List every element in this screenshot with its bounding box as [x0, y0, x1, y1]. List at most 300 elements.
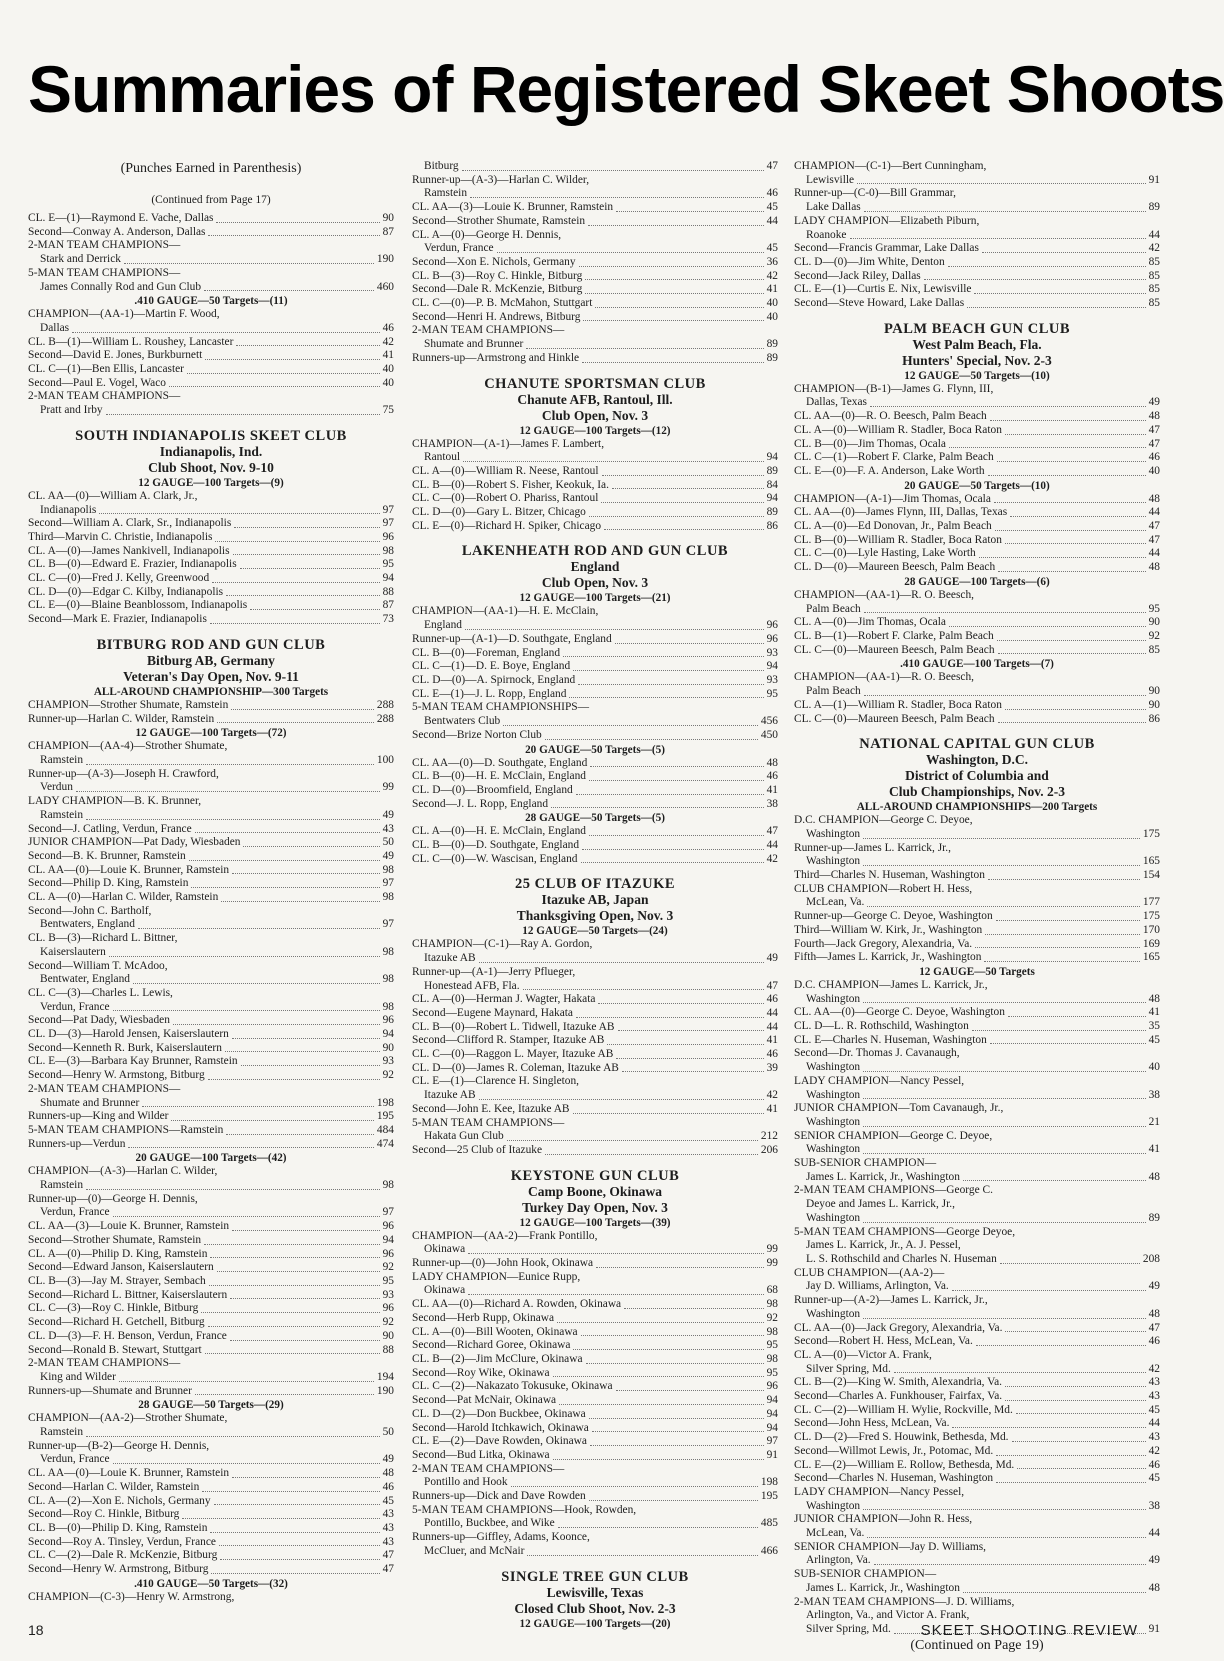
- dot-leader: [1005, 1400, 1145, 1401]
- dot-leader: [579, 266, 764, 267]
- result-entry: [412, 242, 778, 256]
- gauge-heading: .410 GAUGE—50 Targets—(32): [134, 1577, 288, 1590]
- entry-score: 49: [766, 952, 778, 965]
- entry-name: CL. B—(0)—Robert S. Fisher, Keokuk, Ia.: [412, 478, 609, 491]
- entry-name: Runner-up—(A-1)—D. Southgate, England: [412, 632, 612, 645]
- entry-score: 95: [766, 1339, 778, 1352]
- result-entry: [412, 1243, 778, 1257]
- result-entry: [28, 1261, 394, 1275]
- result-entry: [412, 311, 778, 325]
- dot-leader: [612, 488, 764, 489]
- club-location: District of Columbia and: [905, 768, 1049, 784]
- entry-name: Fifth—James L. Karrick, Jr., Washington: [794, 951, 982, 964]
- entry-score: 97: [766, 1435, 778, 1448]
- result-entry: [794, 410, 1160, 424]
- entry-score: 89: [766, 506, 778, 519]
- result-entry: [412, 283, 778, 297]
- dot-leader: [590, 766, 763, 767]
- entry-score: 42: [766, 1089, 778, 1102]
- entry-score: 99: [766, 1257, 778, 1270]
- entry-score: 49: [382, 808, 394, 821]
- entry-score: 47: [382, 1563, 394, 1576]
- entry-name: McCluer, and McNair: [424, 1544, 525, 1557]
- result-entry: [794, 451, 1160, 465]
- entry-name: CL. AA—(0)—James Flynn, III, Dallas, Texas: [794, 506, 1008, 519]
- entry-line: 5-MAN TEAM CHAMPIONS—: [412, 1116, 565, 1129]
- dot-leader: [208, 1326, 380, 1327]
- entry-name: CL. AA—(0)—R. O. Beesch, Palm Beach: [794, 410, 987, 423]
- entry-line: 2-MAN TEAM CHAMPIONS—: [412, 324, 565, 337]
- result-entry: [794, 1061, 1160, 1075]
- result-entry: [794, 616, 1160, 630]
- entry-score: 46: [766, 770, 778, 783]
- dot-leader: [559, 1404, 764, 1405]
- result-entry: [794, 242, 1160, 256]
- result-entry: [412, 1089, 778, 1103]
- dot-leader: [210, 1257, 379, 1258]
- entry-name: Runners-up—Shumate and Brunner: [28, 1384, 192, 1397]
- dot-leader: [990, 1043, 1146, 1044]
- club-location: England: [570, 559, 620, 575]
- entry-name: CL. AA—(0)—Jack Gregory, Alexandria, Va.: [794, 1321, 1003, 1334]
- entry-line: 2-MAN TEAM CHAMPIONS—: [28, 239, 181, 252]
- dot-leader: [607, 1044, 763, 1045]
- entry-score: 96: [382, 1302, 394, 1315]
- entry-name: CL. C—(3)—Roy C. Hinkle, Bitburg: [28, 1302, 199, 1315]
- entry-line: LADY CHAMPION—B. K. Brunner,: [28, 795, 202, 808]
- dot-leader: [984, 961, 1139, 962]
- entry-name: Second—William A. Clark, Sr., Indianapolis: [28, 517, 232, 530]
- entry-name: Rantoul: [424, 451, 461, 464]
- result-entry: [412, 1257, 778, 1271]
- entry-score: 198: [376, 1096, 394, 1109]
- entry-score: 90: [382, 1041, 394, 1054]
- result-entry: [412, 993, 778, 1007]
- entry-score: 44: [766, 1020, 778, 1033]
- shoot-title: Club Open, Nov. 3: [541, 407, 649, 423]
- entry-line: Deyoe and James L. Karrick, Jr.,: [806, 1198, 955, 1211]
- dot-leader: [545, 739, 758, 740]
- entry-score: 92: [766, 1311, 778, 1324]
- result-entry: [412, 619, 778, 633]
- dot-leader: [997, 640, 1146, 641]
- entry-line: LADY CHAMPION—Eunice Rupp,: [412, 1270, 581, 1283]
- entry-score: 90: [1148, 616, 1160, 629]
- result-entry: [794, 520, 1160, 534]
- dot-leader: [86, 1436, 380, 1437]
- entry-score: 91: [766, 1448, 778, 1461]
- entry-score: 88: [382, 585, 394, 598]
- dot-leader: [202, 1491, 379, 1492]
- result-entry: [794, 1417, 1160, 1431]
- entry-name: Second—Richard H. Getchell, Bitburg: [28, 1316, 205, 1329]
- result-entry: [28, 1302, 394, 1316]
- dot-leader: [582, 849, 764, 850]
- entry-score: 43: [382, 822, 394, 835]
- entry-score: 46: [766, 993, 778, 1006]
- dot-leader: [221, 901, 379, 902]
- dot-leader: [590, 1445, 764, 1446]
- entry-score: 68: [766, 1284, 778, 1297]
- entry-name: Washington: [806, 855, 861, 868]
- dot-leader: [863, 1002, 1145, 1003]
- dot-leader: [624, 1308, 763, 1309]
- dot-leader: [601, 502, 763, 503]
- entry-line: CHAMPION—(C-1)—Ray A. Gordon,: [412, 938, 593, 951]
- dot-leader: [173, 1024, 380, 1025]
- dot-leader: [595, 307, 763, 308]
- dot-leader: [573, 1113, 764, 1114]
- club-location: Washington, D.C.: [925, 752, 1029, 768]
- entry-score: 165: [1142, 951, 1160, 964]
- entry-score: 91: [1148, 173, 1160, 186]
- entry-score: 38: [1148, 1499, 1160, 1512]
- dot-leader: [557, 1322, 764, 1323]
- gauge-heading: 12 GAUGE—100 Targets—(72): [135, 727, 287, 740]
- result-entry: [28, 1069, 394, 1083]
- dot-leader: [863, 1509, 1145, 1510]
- result-entry: [794, 297, 1160, 311]
- dot-leader: [1005, 543, 1146, 544]
- dot-leader: [864, 612, 1146, 613]
- dot-leader: [602, 475, 764, 476]
- entry-score: 45: [382, 1494, 394, 1507]
- entry-name: Second—Steve Howard, Lake Dallas: [794, 297, 965, 310]
- dot-leader: [615, 643, 764, 644]
- result-entry: [412, 1062, 778, 1076]
- entry-score: 466: [760, 1544, 778, 1557]
- result-entry: [28, 836, 394, 850]
- entry-name: Ramstein: [40, 1179, 84, 1192]
- entry-score: 44: [766, 839, 778, 852]
- entry-score: 96: [382, 1247, 394, 1260]
- entry-name: CL. D—(0)—Maureen Beesch, Palm Beach: [794, 561, 996, 574]
- entry-line: Second—William T. McAdoo,: [28, 959, 168, 972]
- result-entry: [28, 823, 394, 837]
- dot-leader: [979, 557, 1146, 558]
- result-entry: [412, 715, 778, 729]
- entry-score: 50: [382, 1426, 394, 1439]
- entry-line: Runners-up—Giffley, Adams, Koonce,: [412, 1531, 590, 1544]
- entry-score: 89: [1148, 1211, 1160, 1224]
- result-entry: [28, 1522, 394, 1536]
- dot-leader: [169, 386, 380, 387]
- dot-leader: [596, 1267, 764, 1268]
- entry-name: Palm Beach: [806, 602, 861, 615]
- dot-leader: [133, 983, 380, 984]
- gauge-heading: 20 GAUGE—50 Targets—(5): [525, 743, 665, 756]
- entry-score: 98: [382, 945, 394, 958]
- entry-name: CL. C—(2)—Nakazato Tokusuke, Okinawa: [412, 1380, 613, 1393]
- result-entry: [412, 1422, 778, 1436]
- entry-score: 89: [766, 338, 778, 351]
- dot-leader: [990, 420, 1146, 421]
- result-entry: [28, 586, 394, 600]
- result-entry: [794, 1322, 1160, 1336]
- entry-name: Second—Harold Itchkawich, Okinawa: [412, 1421, 589, 1434]
- entry-name: Second—B. K. Brunner, Ramstein: [28, 849, 186, 862]
- entry-name: Bentwaters, England: [40, 918, 135, 931]
- entry-name: Runners-up—Armstrong and Hinkle: [412, 351, 580, 364]
- result-entry: [28, 281, 394, 295]
- entry-name: CL. B—(0)—Philip D. King, Ramstein: [28, 1521, 208, 1534]
- entry-score: 474: [376, 1137, 394, 1150]
- dot-leader: [462, 170, 764, 171]
- entry-score: 94: [382, 1233, 394, 1246]
- dot-leader: [863, 1071, 1145, 1072]
- entry-line: 2-MAN TEAM CHAMPIONS—: [28, 1082, 181, 1095]
- dot-leader: [479, 962, 764, 963]
- entry-line: CLUB CHAMPION—(AA-2)—: [794, 1266, 945, 1279]
- entry-name: CL. AA—(0)—Richard A. Rowden, Okinawa: [412, 1298, 622, 1311]
- dot-leader: [985, 934, 1140, 935]
- entry-name: Second—Roy A. Tinsley, Verdun, France: [28, 1535, 216, 1548]
- result-entry: [28, 1001, 394, 1015]
- result-entry: [412, 160, 778, 174]
- entry-score: 94: [766, 1421, 778, 1434]
- entry-score: 39: [766, 1061, 778, 1074]
- dot-leader: [189, 860, 380, 861]
- entry-line: CL. AA—(0)—William A. Clark, Jr.,: [28, 489, 198, 502]
- dot-leader: [205, 359, 379, 360]
- entry-name: Verdun, France: [40, 1453, 110, 1466]
- entry-score: 154: [1142, 869, 1160, 882]
- result-entry: [28, 1248, 394, 1262]
- entry-name: Verdun: [40, 781, 73, 794]
- result-entry: [28, 1206, 394, 1220]
- entry-line: CLUB CHAMPION—Robert H. Hess,: [794, 882, 973, 895]
- entry-score: 88: [382, 1343, 394, 1356]
- result-entry: [794, 547, 1160, 561]
- entry-score: 46: [382, 1480, 394, 1493]
- entry-line: 2-MAN TEAM CHAMPIONS—: [28, 1357, 181, 1370]
- entry-name: Washington: [806, 1088, 861, 1101]
- entry-score: 40: [382, 363, 394, 376]
- entry-name: CL. B—(0)—Edward E. Frazier, Indianapolis: [28, 558, 237, 571]
- column-1: [28, 160, 394, 1603]
- entry-name: James L. Karrick, Jr., Washington: [806, 1170, 960, 1183]
- entry-score: 175: [1142, 910, 1160, 923]
- gauge-heading: 28 GAUGE—50 Targets—(29): [138, 1399, 284, 1412]
- entry-name: CL. A—(0)—Harlan C. Wilder, Ramstein: [28, 891, 219, 904]
- dot-leader: [573, 1349, 763, 1350]
- entry-name: CL. A—(0)—Ed Donovan, Jr., Palm Beach: [794, 520, 992, 533]
- club-location: Bitburg AB, Germany: [147, 652, 275, 668]
- entry-score: 48: [1148, 992, 1160, 1005]
- entry-score: 89: [1148, 201, 1160, 214]
- result-entry: [412, 853, 778, 867]
- dot-leader: [232, 1230, 380, 1231]
- entry-name: Indianapolis: [40, 503, 97, 516]
- entry-score: 99: [766, 1243, 778, 1256]
- gauge-heading: 12 GAUGE—100 Targets—(21): [519, 592, 671, 605]
- result-entry: [28, 973, 394, 987]
- entry-name: CL. D—(3)—Harold Jensen, Kaiserslautern: [28, 1028, 229, 1041]
- result-entry: [794, 1445, 1160, 1459]
- result-entry: [794, 993, 1160, 1007]
- entry-name: JUNIOR CHAMPION—Pat Dady, Wiesbaden: [28, 836, 241, 849]
- entry-name: CL. B—(0)—William R. Stadler, Boca Raton: [794, 533, 1002, 546]
- result-entry: [28, 349, 394, 363]
- entry-name: Second—Kenneth R. Burk, Kaiserslautern: [28, 1041, 222, 1054]
- entry-name: CL. C—(0)—Fred J. Kelly, Greenwood: [28, 572, 210, 585]
- result-entry: [28, 864, 394, 878]
- entry-score: 42: [1148, 242, 1160, 255]
- entry-line: JUNIOR CHAMPION—John R. Hess,: [794, 1513, 973, 1526]
- result-entry: [412, 297, 778, 311]
- result-entry: [794, 465, 1160, 479]
- dot-leader: [209, 1285, 380, 1286]
- entry-name: Lake Dallas: [806, 201, 861, 214]
- entry-name: CL. E—(1)—Raymond E. Vache, Dallas: [28, 212, 214, 224]
- entry-name: CL. E—Charles N. Huseman, Washington: [794, 1033, 987, 1046]
- dot-leader: [558, 1527, 758, 1528]
- result-entry: [28, 226, 394, 240]
- entry-name: Third—William W. Kirk, Jr., Washington: [794, 923, 983, 936]
- entry-score: 198: [760, 1476, 778, 1489]
- dot-leader: [208, 1079, 380, 1080]
- entry-score: 93: [766, 673, 778, 686]
- result-entry: [28, 1426, 394, 1440]
- entry-line: Runner-up—(A-3)—Joseph H. Crawford,: [28, 767, 219, 780]
- publication-name: SKEET SHOOTING REVIEW: [920, 1622, 1138, 1639]
- dot-leader: [863, 1318, 1145, 1319]
- dot-leader: [949, 447, 1146, 448]
- dot-leader: [208, 235, 379, 236]
- entry-name: Second—Charles N. Huseman, Washington: [794, 1472, 994, 1485]
- dot-leader: [585, 279, 763, 280]
- entry-score: 94: [382, 572, 394, 585]
- entry-line: 2-MAN TEAM CHAMPIONS—: [412, 1462, 565, 1475]
- result-entry: [412, 215, 778, 229]
- entry-score: 48: [382, 1467, 394, 1480]
- result-entry: [28, 1495, 394, 1509]
- entry-name: Second—Richard Goree, Okinawa: [412, 1339, 571, 1352]
- dot-leader: [195, 1394, 374, 1395]
- entry-line: 2-MAN TEAM CHAMPIONS—J. D. Williams,: [794, 1595, 1015, 1608]
- dot-leader: [994, 502, 1146, 503]
- dot-leader: [988, 879, 1140, 880]
- entry-score: 90: [382, 1329, 394, 1342]
- column-2: [412, 160, 778, 1630]
- entry-name: CL. AA—(3)—Louie K. Brunner, Ramstein: [412, 201, 614, 214]
- entry-name: CL. AA—(0)—D. Southgate, England: [412, 756, 588, 769]
- dot-leader: [998, 722, 1146, 723]
- entry-line: CHAMPION—(AA-1)—R. O. Beesch,: [794, 588, 975, 601]
- entry-score: 97: [382, 918, 394, 931]
- entry-score: 89: [766, 351, 778, 364]
- entry-line: 5-MAN TEAM CHAMPIONSHIPS—: [412, 701, 589, 714]
- result-entry: [794, 1404, 1160, 1418]
- club-name: SOUTH INDIANAPOLIS SKEET CLUB: [75, 427, 347, 444]
- entry-name: Silver Spring, Md.: [806, 1622, 891, 1635]
- result-entry: [412, 1394, 778, 1408]
- entry-score: 96: [382, 1014, 394, 1027]
- entry-name: Honestead AFB, Fla.: [424, 979, 520, 992]
- entry-score: 92: [382, 1261, 394, 1274]
- dot-leader: [982, 252, 1146, 253]
- entry-score: 73: [382, 613, 394, 626]
- club-location: Itazuke AB, Japan: [541, 892, 649, 908]
- dot-leader: [465, 629, 764, 630]
- entry-name: CL. C—(1)—D. E. Boye, England: [412, 660, 571, 673]
- club-name: BITBURG ROD AND GUN CLUB: [96, 636, 326, 653]
- entry-name: Second—Dale R. McKenzie, Bitburg: [412, 283, 583, 296]
- dot-leader: [949, 626, 1146, 627]
- entry-score: 92: [382, 1316, 394, 1329]
- entry-score: 48: [1148, 1307, 1160, 1320]
- entry-name: Dallas, Texas: [806, 396, 867, 409]
- entry-score: 90: [1148, 685, 1160, 698]
- dot-leader: [857, 183, 1146, 184]
- entry-name: Itazuke AB: [424, 1089, 476, 1102]
- result-entry: [28, 781, 394, 795]
- result-entry: [412, 187, 778, 201]
- entry-score: 44: [1148, 228, 1160, 241]
- entry-score: 46: [766, 187, 778, 200]
- entry-name: CL. A—(0)—William R. Neese, Rantoul: [412, 464, 599, 477]
- dot-leader: [220, 1559, 379, 1560]
- entry-line: CL. E—(1)—Clarence H. Singleton,: [412, 1075, 580, 1088]
- result-entry: [412, 1048, 778, 1062]
- gauge-heading: 12 GAUGE—100 Targets—(12): [519, 424, 671, 437]
- dot-leader: [204, 1244, 380, 1245]
- result-entry: [28, 850, 394, 864]
- dot-leader: [867, 906, 1140, 907]
- dot-leader: [622, 1071, 764, 1072]
- entry-score: 190: [376, 253, 394, 266]
- result-entry: [28, 517, 394, 531]
- entry-name: Washington: [806, 1211, 861, 1224]
- entry-score: 190: [376, 1384, 394, 1397]
- entry-name: Okinawa: [424, 1284, 466, 1297]
- entry-name: Hakata Gun Club: [424, 1130, 504, 1143]
- entry-name: Fourth—Jack Gregory, Alexandria, Va.: [794, 937, 973, 950]
- entry-score: 195: [760, 1490, 778, 1503]
- entry-name: CL. B—(2)—Jim McClure, Okinawa: [412, 1353, 583, 1365]
- dot-leader: [563, 656, 764, 657]
- entry-name: Ramstein: [40, 808, 84, 821]
- result-entry: [794, 910, 1160, 924]
- result-entry: [412, 1545, 778, 1559]
- result-entry: [412, 633, 778, 647]
- dot-leader: [212, 582, 379, 583]
- dot-leader: [217, 722, 374, 723]
- result-entry: [412, 352, 778, 366]
- entry-name: Second—Xon E. Nichols, Germany: [412, 255, 576, 268]
- entry-line: CHAMPION—(AA-4)—Strother Shumate,: [28, 740, 228, 753]
- result-entry: [28, 1028, 394, 1042]
- dot-leader: [545, 1154, 758, 1155]
- result-entry: [412, 1490, 778, 1504]
- entry-name: Runner-up—Harlan C. Wilder, Ramstein: [28, 712, 215, 725]
- dot-leader: [963, 1180, 1146, 1181]
- entry-score: 47: [766, 160, 778, 172]
- entry-score: 288: [376, 698, 394, 711]
- entry-score: 86: [766, 519, 778, 532]
- result-entry: [794, 869, 1160, 883]
- entry-score: 41: [1148, 1143, 1160, 1156]
- result-entry: [794, 1212, 1160, 1226]
- entry-score: 48: [1148, 410, 1160, 423]
- shoot-title: Club Championships, Nov. 2-3: [889, 784, 1065, 800]
- club-location: Lewisville, Texas: [546, 1584, 644, 1600]
- result-entry: [794, 438, 1160, 452]
- dot-leader: [236, 345, 379, 346]
- result-entry: [412, 451, 778, 465]
- result-entry: [28, 1097, 394, 1111]
- dot-leader: [583, 320, 763, 321]
